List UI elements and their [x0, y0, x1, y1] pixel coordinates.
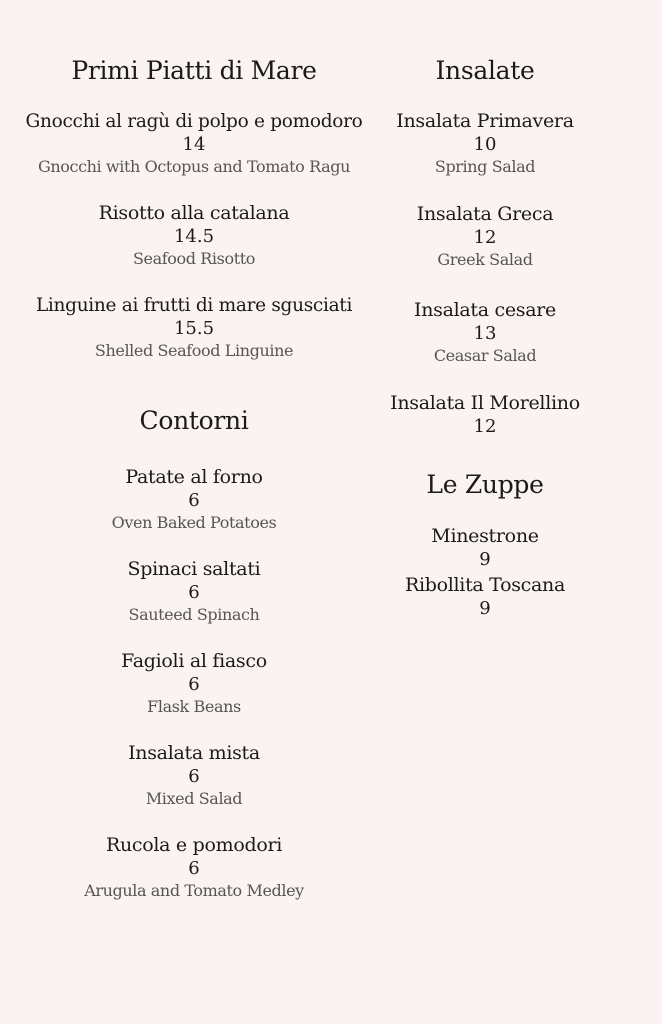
item-price: 6: [188, 674, 200, 695]
section-contorni: [0, 406, 388, 436]
item-name: Patate al forno: [125, 466, 263, 488]
item-name: Risotto alla catalana: [98, 202, 290, 224]
item-name: Insalata cesare: [413, 299, 557, 321]
item-name: Fagioli al fiasco: [121, 650, 267, 672]
section-le-zuppe: [386, 470, 584, 500]
section-title: Contorni: [139, 406, 249, 435]
menu-item: [0, 834, 388, 902]
menu-item: [386, 299, 584, 367]
section-primi-piatti: [0, 56, 388, 86]
item-name: Gnocchi al ragù di polpo e pomodoro: [25, 111, 363, 132]
menu-item: [386, 110, 584, 178]
item-description: Gnocchi with Octopus and Tomato Ragu: [38, 157, 350, 176]
menu-item: [386, 574, 584, 620]
item-price: 9: [479, 549, 491, 570]
section-title: Le Zuppe: [426, 470, 544, 499]
item-name: Insalata Greca: [416, 203, 554, 225]
menu-item: [386, 392, 584, 438]
item-name: Ribollita Toscana: [404, 574, 566, 596]
item-description: Greek Salad: [437, 250, 533, 269]
item-price: 6: [188, 490, 200, 511]
item-price: 13: [473, 323, 497, 344]
item-description: Sauteed Spinach: [128, 605, 260, 624]
menu-item: [0, 558, 388, 626]
item-price: 14: [182, 134, 206, 155]
item-price: 14.5: [173, 226, 215, 247]
item-price: 10: [473, 134, 497, 155]
item-description: Spring Salad: [434, 157, 536, 176]
item-name: Insalata Il Morellino: [390, 392, 580, 414]
menu-item: [386, 525, 584, 571]
item-name: Linguine ai frutti di mare sgusciati: [35, 295, 353, 316]
menu-item: [0, 294, 388, 362]
item-name: Spinaci saltati: [127, 558, 261, 580]
section-insalate: [386, 56, 584, 86]
item-price: 15.5: [173, 318, 215, 339]
menu-item: [386, 203, 584, 271]
section-title: Insalate: [435, 56, 535, 85]
item-name: Minestrone: [431, 525, 539, 547]
item-name: Rucola e pomodori: [105, 834, 283, 856]
section-title: Primi Piatti di Mare: [71, 56, 317, 85]
menu-item: [0, 742, 388, 810]
item-price: 12: [473, 416, 497, 437]
item-price: 6: [188, 858, 200, 879]
item-description: Oven Baked Potatoes: [111, 513, 277, 532]
item-description: Ceasar Salad: [433, 346, 537, 365]
item-price: 6: [188, 582, 200, 603]
item-name: Insalata Primavera: [396, 110, 574, 132]
menu-item: [0, 202, 388, 270]
menu-item: [0, 466, 388, 534]
menu-item: [0, 110, 388, 178]
item-description: Shelled Seafood Linguine: [94, 341, 294, 360]
item-name: Insalata mista: [128, 742, 260, 764]
item-description: Flask Beans: [147, 697, 241, 716]
item-price: 12: [473, 227, 497, 248]
item-description: Mixed Salad: [145, 789, 243, 808]
item-price: 6: [188, 766, 200, 787]
item-description: Seafood Risotto: [133, 249, 255, 268]
menu-item: [0, 650, 388, 718]
item-price: 9: [479, 598, 491, 619]
item-description: Arugula and Tomato Medley: [84, 881, 304, 900]
